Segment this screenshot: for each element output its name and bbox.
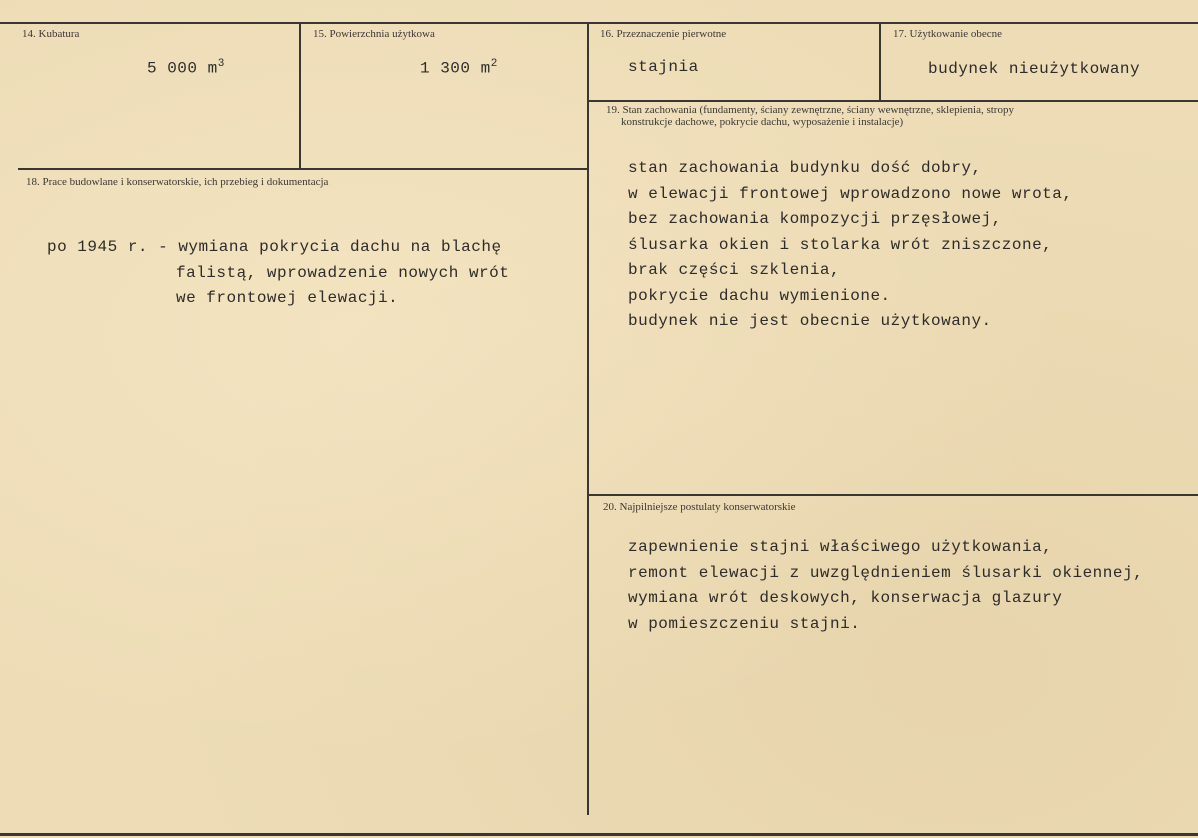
center-divider — [587, 22, 589, 815]
field-15-value — [420, 58, 498, 77]
field-19-line: budynek nie jest obecnie użytkowany. — [628, 312, 992, 330]
field-14-value — [147, 58, 225, 77]
row-divider-right-top — [588, 100, 1198, 102]
field-19-line: brak części szklenia, — [628, 261, 841, 279]
bottom-border — [0, 833, 1198, 836]
field-20-line: remont elewacji z uwzględnieniem ślusarki okiennej, — [628, 563, 1144, 582]
field-20-label: 20. Najpilniejsze postulaty konserwatorskie — [603, 501, 796, 513]
field-18-line: we frontowej elewacji. — [176, 289, 399, 307]
field-19-line: bez zachowania kompozycji przęsłowej, — [628, 210, 1002, 228]
field-19-label-line1: 19. Stan zachowania (fundamenty, ściany zewnętrzne, ściany wewnętrzne, sklepienia, stropy — [606, 104, 1014, 116]
field-20-line: wymiana wrót deskowych, konserwacja glazury — [628, 589, 1063, 607]
field-19-line: w elewacji frontowej wprowadzono nowe wrota, — [628, 184, 1073, 203]
divider-14-15 — [299, 22, 301, 168]
top-border — [0, 22, 1198, 24]
field-16-value: stajnia — [628, 58, 699, 76]
field-18-label: 18. Prace budowlane i konserwatorskie, ich przebieg i dokumentacja — [26, 176, 329, 188]
field-18-text — [47, 235, 509, 312]
field-19-label-line2: konstrukcje dachowe, pokrycie dachu, wyposażenie i instalacje) — [621, 116, 904, 128]
field-14-unit-exponent: 3 — [217, 58, 225, 70]
field-20-line: w pomieszczeniu stajni. — [628, 614, 861, 633]
field-19-line: stan zachowania budynku dość dobry, — [628, 159, 982, 177]
field-19-line: ślusarka okien i stolarka wrót zniszczone, — [628, 235, 1053, 254]
field-18-line: po 1945 r. - wymiana pokrycia dachu na blachę — [47, 238, 502, 256]
row-divider-left — [18, 168, 588, 170]
field-18-line: falistą, wprowadzenie nowych wrót — [176, 263, 510, 282]
field-14-number: 5 000 m — [147, 59, 218, 78]
field-15-label: 15. Powierzchnia użytkowa — [313, 28, 435, 40]
field-16-label: 16. Przeznaczenie pierwotne — [600, 28, 727, 40]
divider-16-17 — [879, 22, 881, 100]
field-15-number: 1 300 m — [420, 59, 491, 78]
field-20-text — [628, 535, 1143, 637]
field-20-line: zapewnienie stajni właściwego użytkowania, — [628, 538, 1053, 556]
field-15-unit-exponent: 2 — [490, 58, 498, 70]
field-19-line: pokrycie dachu wymienione. — [628, 286, 891, 305]
field-14-label: 14. Kubatura — [22, 28, 80, 40]
row-divider-right-mid — [588, 494, 1198, 496]
field-17-value: budynek nieużytkowany — [928, 60, 1141, 78]
field-19-text — [628, 156, 1072, 335]
field-17-label: 17. Użytkowanie obecne — [893, 28, 1003, 40]
